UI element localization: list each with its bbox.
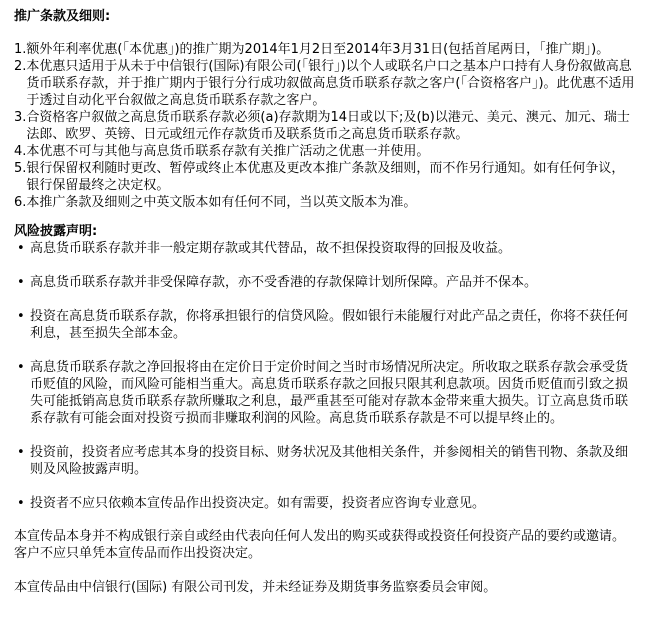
term-number: 2. <box>14 59 27 74</box>
terms-heading: 推广条款及细则: <box>14 9 111 24</box>
term-item <box>14 143 636 160</box>
term-item <box>14 160 636 194</box>
risk-text: 投资前，投资者应考虑其本身的投资目标、财务状况及其他相关条件，并参阅相关的销售刊物、条款及细则及风险披露声明。 <box>30 445 629 477</box>
risk-text: 投资在高息货币联系存款，你将承担银行的信贷风险。假如银行未能履行对此产品之责任，你将不获任何利息，甚至损失全部本金。 <box>30 309 629 341</box>
term-text: 本优惠不可与其他与高息货币联系存款有关推广活动之优惠一并使用。 <box>26 144 430 159</box>
term-text: 本推广条款及细则之中英文版本如有任何不同，当以英文版本为准。 <box>26 195 417 210</box>
term-number: 6. <box>14 195 27 210</box>
bullet-icon: • <box>17 360 25 375</box>
risk-list <box>14 240 636 512</box>
term-number: 1. <box>14 42 27 57</box>
issuer-note: 本宣传品由中信银行(国际) 有限公司刊发，并未经证券及期货事务监察委员会审阅。 <box>14 580 497 595</box>
disclaimer-paragraph: 本宣传品本身并不构成银行亲自或经由代表向任何人发出的购买或获得或投资任何投资产品的要约或邀请。客户不应只单凭本宣传品而作出投资决定。 <box>14 529 626 561</box>
risk-text: 高息货币联系存款之净回报将由在定价日于定价时间之当时市场情况所决定。所收取之联系存款会承受货币贬值的风险，而风险可能相当重大。高息货币联系存款之回报只限其利息款项。因货币贬值而引致之损失可能抵销高息货币联系存款所赚取之利息，最严重甚至可能对存款本金带来重大损失。订立高息货币联系存款有可能会面对投资亏损而非赚取利润的风险。高息货币联系存款是不可以提早终止的。 <box>30 360 629 426</box>
term-text: 本优惠只适用于从未于中信银行(国际)有限公司(「银行」)以个人或联名户口之基本户口持有人身份叙做高息货币联系存款，并于推广期内于银行分行成功叙做高息货币联系存款之客户(「合资格客户」)。此优惠不适用于透过自动化平台叙做之高息货币联系存款之客户。 <box>26 59 635 108</box>
bullet-icon: • <box>17 496 25 511</box>
term-number: 4. <box>14 144 27 159</box>
risk-text: 投资者不应只依赖本宣传品作出投资决定。如有需要，投资者应咨询专业意见。 <box>30 496 486 511</box>
term-item <box>14 109 636 143</box>
risk-item <box>14 495 636 512</box>
terms-list <box>14 41 636 211</box>
risk-text: 高息货币联系存款并非一般定期存款或其代替品，故不担保投资取得的回报及收益。 <box>30 241 512 256</box>
term-item <box>14 41 636 58</box>
risk-item <box>14 444 636 478</box>
term-text: 合资格客户叙做之高息货币联系存款必须(a)存款期为14日或以下;及(b)以港元、美元、澳元、加元、瑞士法郎、欧罗、英镑、日元或纽元作存款货币及联系货币之高息货币联系存款。 <box>26 110 630 142</box>
term-item <box>14 194 636 211</box>
term-text: 银行保留权利随时更改、暂停或终止本优惠及更改本推广条款及细则，而不作另行通知。如有任何争议，银行保留最终之决定权。 <box>26 161 625 193</box>
risk-item <box>14 359 636 427</box>
risk-item <box>14 240 636 257</box>
bullet-icon: • <box>17 241 25 256</box>
term-number: 5. <box>14 161 27 176</box>
term-number: 3. <box>14 110 27 125</box>
bullet-icon: • <box>17 275 25 290</box>
risk-disclosure-heading: 风险披露声明: <box>14 224 98 239</box>
risk-item <box>14 308 636 342</box>
term-text: 额外年利率优惠(「本优惠」)的推广期为2014年1月2日至2014年3月31日(包括首尾两日，「推广期」)。 <box>26 42 610 57</box>
risk-text: 高息货币联系存款并非受保障存款，亦不受香港的存款保障计划所保障。产品并不保本。 <box>30 275 538 290</box>
bullet-icon: • <box>17 445 25 460</box>
bullet-icon: • <box>17 309 25 324</box>
term-item <box>14 58 636 109</box>
risk-item <box>14 274 636 291</box>
